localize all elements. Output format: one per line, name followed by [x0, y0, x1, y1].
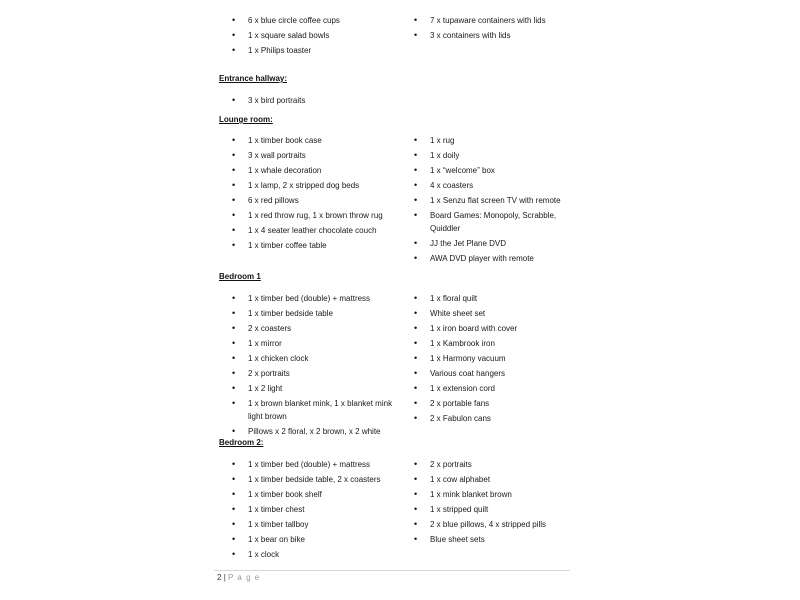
entrance-hallway-heading: Entrance hallway: — [219, 74, 288, 83]
list-item: • 1 x chicken clock — [232, 352, 422, 365]
list-item: • 1 x 2 light — [232, 382, 422, 395]
list-item: • 1 x stripped quilt — [414, 503, 604, 516]
list-item: • 1 x timber bedside table — [232, 307, 422, 320]
list-item: • Board Games: Monopoly, Scrabble, Quiddler — [414, 209, 580, 235]
list-item: • 1 x square salad bowls — [232, 29, 422, 42]
list-item: • 6 x red pillows — [232, 194, 422, 207]
list-item: • Pillows x 2 floral, x 2 brown, x 2 white — [232, 425, 422, 438]
bedroom-2-right-list — [414, 458, 604, 548]
list-item: • 1 x whale decoration — [232, 164, 422, 177]
list-item: • 3 x containers with lids — [414, 29, 604, 42]
list-item: • 1 x Philips toaster — [232, 44, 422, 57]
list-item: • 1 x bear on bike — [232, 533, 422, 546]
list-item: • 6 x blue circle coffee cups — [232, 14, 422, 27]
lounge-left-list — [232, 134, 422, 254]
bedroom-1-heading: Bedroom 1 — [219, 272, 261, 281]
list-item: • JJ the Jet Plane DVD — [414, 237, 604, 250]
list-item: • 1 x Senzu flat screen TV with remote — [414, 194, 604, 207]
list-item: • 2 x portable fans — [414, 397, 604, 410]
list-item: • 3 x wall portraits — [232, 149, 422, 162]
list-item: • 2 x portraits — [232, 367, 422, 380]
list-item: • 1 x rug — [414, 134, 604, 147]
list-item: • Various coat hangers — [414, 367, 604, 380]
bedroom-1-left-list — [232, 292, 422, 440]
list-item: • AWA DVD player with remote — [414, 252, 604, 265]
lounge-right-list — [414, 134, 604, 267]
list-item: • 2 x Fabulon cans — [414, 412, 604, 425]
list-item: • Blue sheet sets — [414, 533, 604, 546]
list-item: • 2 x portraits — [414, 458, 604, 471]
list-item: • 1 x timber book shelf — [232, 488, 422, 501]
list-item: • 1 x timber bed (double) + mattress — [232, 292, 422, 305]
kitchen-left-list — [232, 14, 422, 59]
list-item: • 1 x lamp, 2 x stripped dog beds — [232, 179, 422, 192]
list-item: • 1 x mirror — [232, 337, 422, 350]
bedroom-1-right-list — [414, 292, 604, 427]
page-word: P a g e — [228, 573, 261, 582]
list-item: • 1 x extension cord — [414, 382, 604, 395]
footer-divider — [214, 570, 570, 571]
list-item: • White sheet set — [414, 307, 604, 320]
bedroom-2-left-list — [232, 458, 422, 563]
list-item: • 1 x timber chest — [232, 503, 422, 516]
list-item: • 2 x blue pillows, 4 x stripped pills — [414, 518, 604, 531]
list-item: • 1 x mink blanket brown — [414, 488, 604, 501]
page-footer — [217, 573, 260, 582]
list-item: • 1 x red throw rug, 1 x brown throw rug — [232, 209, 398, 222]
footer-separator: | — [223, 573, 226, 582]
list-item: • 1 x Kambrook iron — [414, 337, 604, 350]
list-item: • 1 x brown blanket mink, 1 x blanket mink light brown — [232, 397, 398, 423]
list-item: • 1 x doily — [414, 149, 604, 162]
kitchen-right-list — [414, 14, 604, 44]
bedroom-2-heading: Bedroom 2: — [219, 438, 264, 447]
list-item: • 1 x “welcome” box — [414, 164, 604, 177]
list-item: • 1 x timber bed (double) + mattress — [232, 458, 422, 471]
list-item: • 7 x tupaware containers with lids — [414, 14, 604, 27]
list-item: • 1 x clock — [232, 548, 422, 561]
list-item: • 1 x cow alphabet — [414, 473, 604, 486]
list-item: • 3 x bird portraits — [232, 94, 422, 107]
list-item: • 1 x Harmony vacuum — [414, 352, 604, 365]
list-item: • 2 x coasters — [232, 322, 422, 335]
list-item: • 1 x iron board with cover — [414, 322, 604, 335]
list-item: • 1 x timber tallboy — [232, 518, 422, 531]
list-item: • 1 x floral quilt — [414, 292, 604, 305]
list-item: • 4 x coasters — [414, 179, 604, 192]
list-item: • 1 x 4 seater leather chocolate couch — [232, 224, 422, 237]
entrance-hallway-list — [232, 94, 422, 109]
list-item: • 1 x timber bedside table, 2 x coasters — [232, 473, 422, 486]
page-number: 2 — [217, 573, 222, 582]
list-item: • 1 x timber coffee table — [232, 239, 422, 252]
lounge-room-heading: Lounge room: — [219, 115, 273, 124]
list-item: • 1 x timber book case — [232, 134, 422, 147]
